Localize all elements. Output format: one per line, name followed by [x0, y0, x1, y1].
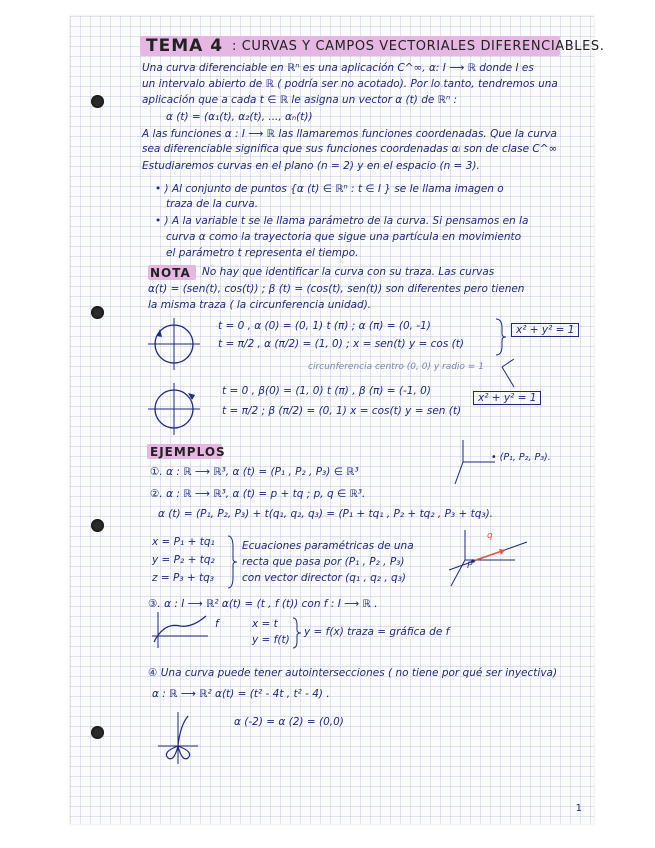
- arrow-icon: [500, 355, 526, 389]
- bullet-line: el parámetro t representa el tiempo.: [166, 247, 359, 259]
- example-2: ②. α : ℝ ⟶ ℝ³, α (t) = p + tq ; p, q ∈ ℝ³.: [150, 488, 366, 500]
- intro-line: un intervalo abierto de ℝ ( podría ser no acotado). Por lo tanto, tendremos una: [142, 78, 558, 90]
- equation-box: x² + y² = 1: [473, 391, 541, 405]
- intro-line: aplicación que a cada t ∈ ℝ le asigna un vector α (t) de ℝⁿ :: [142, 94, 458, 106]
- beta-line: t = π/2 ; β (π/2) = (0, 1) x = cos(t) y = sen (t): [222, 405, 462, 417]
- p-label: P: [467, 561, 473, 571]
- circle-beta-figure: [148, 383, 200, 435]
- param-eq: z = P₃ + tq₃: [152, 572, 214, 584]
- ex3-result: y = f(x) traza = gráfica de f: [304, 626, 450, 638]
- intro-line: sea diferenciable significa que sus funciones coordenadas αᵢ son de clase C^∞: [142, 143, 558, 155]
- intro-line: A las funciones α : I ⟶ ℝ las llamaremos funciones coordenadas. Que la curva: [142, 128, 557, 140]
- bullet-line: • ) A la variable t se le llama parámetro de la curva. Si pensamos en la: [155, 215, 529, 227]
- formula: α (t) = (α₁(t), α₂(t), ..., αₙ(t)): [166, 111, 313, 123]
- example-2-expand: α (t) = (P₁, P₂, P₃) + t(q₁, q₂, q₃) = (P₁ + tq₁ , P₂ + tq₂ , P₃ + tq₃).: [158, 508, 494, 520]
- beta-line: t = 0 , β(0) = (1, 0) t (π) , β (π) = (-1, 0): [222, 385, 431, 397]
- example-1: ①. α : ℝ ⟶ ℝ³, α (t) = (P₁ , P₂ , P₃) ∈ ℝ³: [150, 466, 359, 478]
- param-eq: x = P₁ + tq₁: [152, 536, 215, 548]
- bullet-line: • ) Al conjunto de puntos {α (t) ∈ ℝⁿ : t ∈ I } se le llama imagen o: [155, 183, 504, 195]
- page-subtitle: : CURVAS Y CAMPOS VECTORIALES DIFERENCIABLES.: [232, 39, 605, 54]
- binder-hole: [91, 726, 104, 739]
- circle-alpha-figure: [148, 318, 200, 370]
- page-number: 1: [575, 803, 582, 814]
- alpha-line: t = π/2 , α (π/2) = (1, 0) ; x = sen(t) y = cos (t): [218, 338, 464, 350]
- page-title: TEMA 4: [146, 36, 224, 56]
- param-note: recta que pasa por (P₁ , P₂ , P₃): [242, 556, 405, 568]
- binder-hole: [91, 95, 104, 108]
- alpha-line: t = 0 , α (0) = (0, 1) t (π) ; α (π) = (0, -1): [218, 320, 431, 332]
- point-label: • (P₁, P₂, P₃).: [491, 452, 551, 463]
- nota-line: la misma traza ( la circunferencia unidad).: [148, 299, 372, 311]
- param-note: con vector director (q₁ , q₂ , q₃): [242, 572, 407, 584]
- f-label: f: [215, 618, 219, 630]
- brace-icon: [292, 617, 302, 649]
- intro-line: Estudiaremos curvas en el plano (n = 2) y en el espacio (n = 3).: [142, 160, 480, 172]
- brace-icon: [226, 535, 238, 589]
- nota-line: α(t) = (sen(t), cos(t)) ; β (t) = (cos(t), sen(t)) son diferentes pero tienen: [148, 283, 525, 295]
- bullet-line: traza de la curva.: [166, 198, 259, 210]
- nota-line: No hay que identificar la curva con su traza. Las curvas: [202, 266, 495, 278]
- ex3-system: x = t: [252, 618, 278, 630]
- example-4-map: α : ℝ ⟶ ℝ² α(t) = (t² - 4t , t² - 4) .: [152, 688, 330, 700]
- brace-icon: [494, 318, 508, 356]
- example-3: ③. α : I ⟶ ℝ² α(t) = (t , f (t)) con f : I ⟶ ℝ .: [148, 598, 378, 610]
- self-intersecting-curve-figure: [158, 712, 198, 764]
- param-note: Ecuaciones paramétricas de una: [242, 540, 414, 552]
- ex3-system: y = f(t): [252, 634, 290, 646]
- example-4-eq: α (-2) = α (2) = (0,0): [234, 716, 344, 728]
- graph-f-figure: [152, 612, 212, 648]
- example-4: ④ Una curva puede tener autointersecciones ( no tiene por qué ser inyectiva): [148, 667, 558, 679]
- bullet-line: curva α como la trayectoria que sigue una partícula en movimiento: [166, 231, 522, 243]
- circle-note: circunferencia centro (0, 0) y radio = 1: [308, 362, 484, 372]
- q-label: q: [487, 531, 493, 541]
- intro-line: Una curva diferenciable en ℝⁿ es una aplicación C^∞, α: I ⟶ ℝ donde I es: [142, 62, 534, 74]
- axes-3d-figure: [455, 440, 495, 490]
- binder-hole: [91, 519, 104, 532]
- ejemplos-label: EJEMPLOS: [150, 445, 226, 459]
- param-eq: y = P₂ + tq₂: [152, 554, 215, 566]
- binder-hole: [91, 306, 104, 319]
- nota-label: NOTA: [150, 266, 191, 280]
- equation-box: x² + y² = 1: [511, 323, 579, 337]
